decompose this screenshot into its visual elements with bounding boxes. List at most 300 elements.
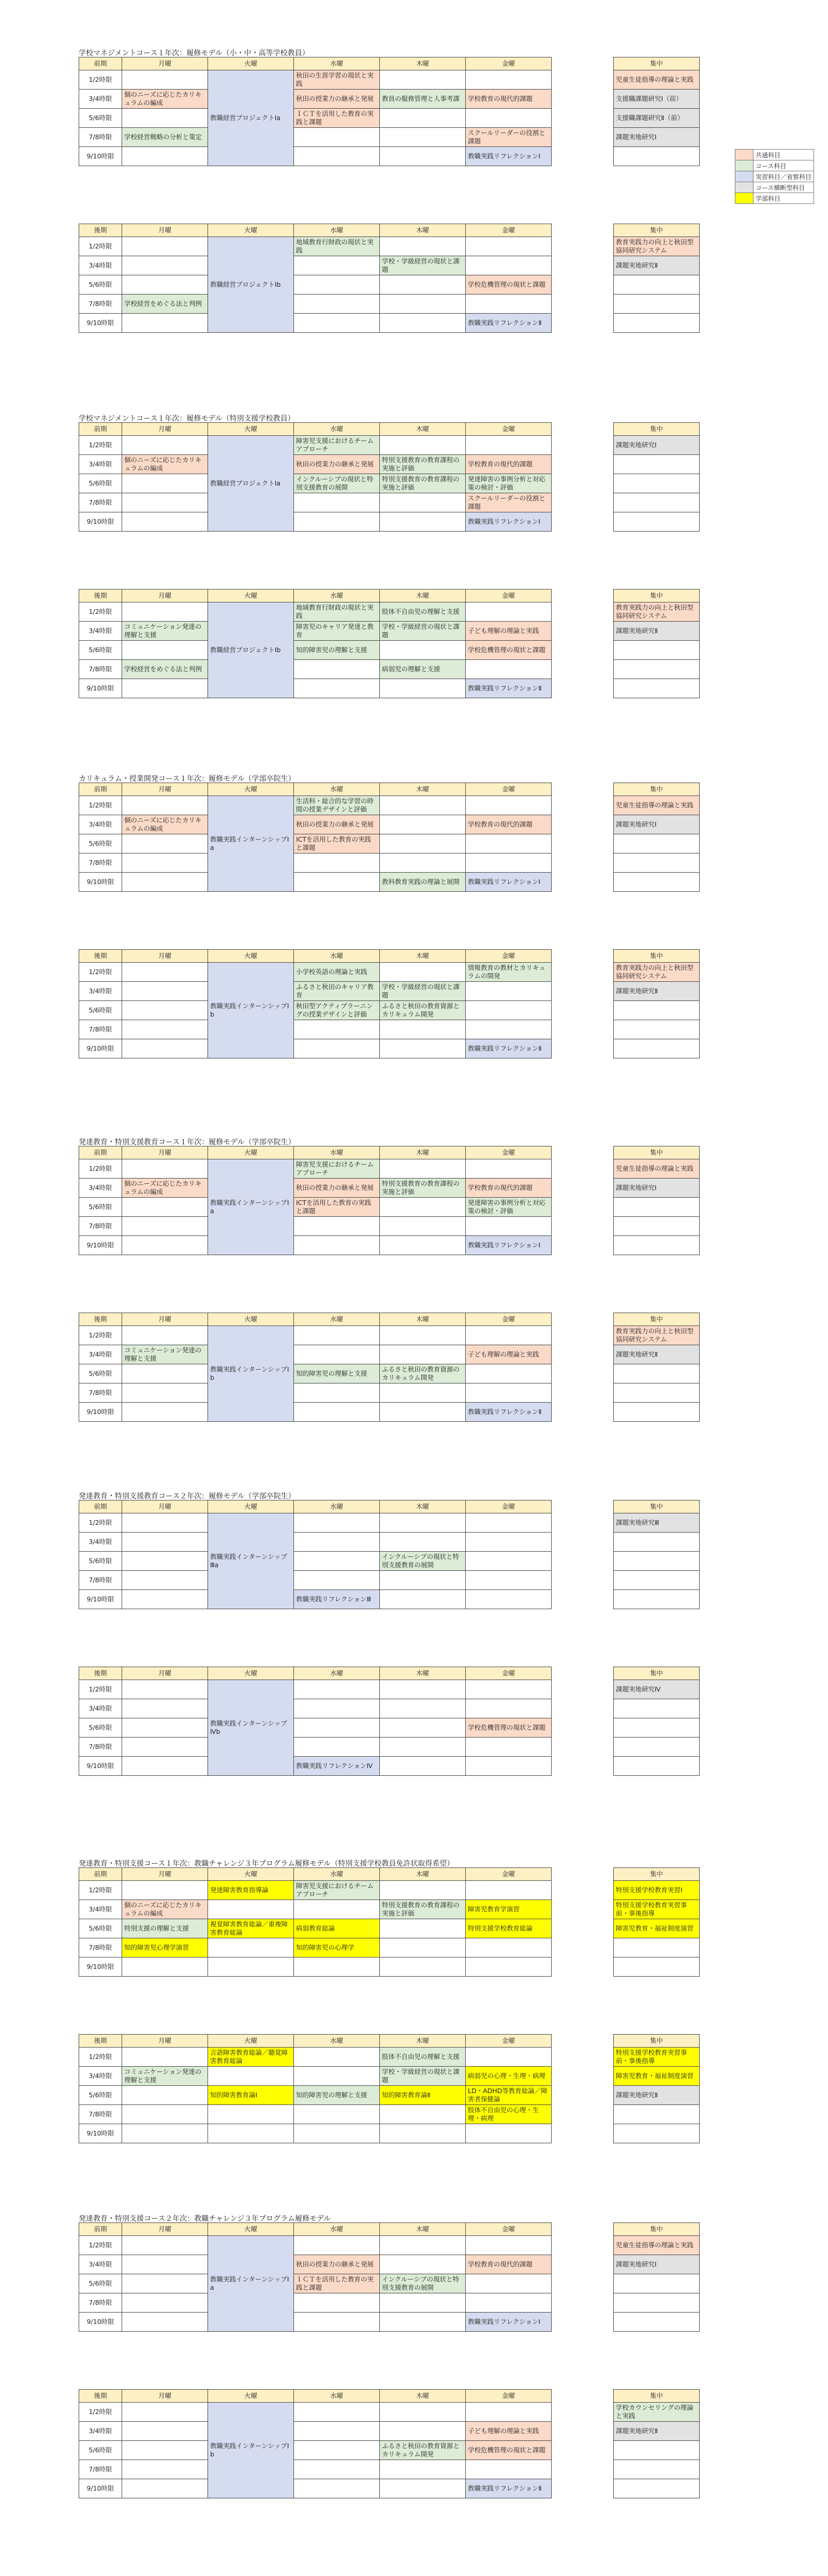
empty-cell: [294, 493, 380, 512]
course-cell: 秋田の授業力の継承と発展: [294, 455, 380, 474]
period-label: 1/2時限: [79, 2048, 122, 2067]
empty-cell: [294, 256, 380, 275]
day-header: 月曜: [122, 423, 208, 436]
empty-cell: [380, 834, 466, 853]
empty-cell: [466, 2048, 552, 2067]
empty-cell: [380, 128, 466, 147]
term-header: 前期: [79, 57, 122, 70]
empty-cell: [294, 1383, 380, 1403]
empty-cell: [294, 1345, 380, 1364]
empty-cell: [466, 1001, 552, 1020]
period-row: [79, 295, 700, 314]
column-gap: [552, 783, 614, 796]
period-row: [79, 1718, 700, 1738]
day-header: 月曜: [122, 1500, 208, 1513]
period-row: [79, 512, 700, 532]
course-cell: 知的障害児の理解と支援: [294, 1364, 380, 1383]
period-label: 7/8時限: [79, 660, 122, 679]
legend-label: コース科目: [753, 160, 814, 171]
period-row: [79, 2460, 700, 2479]
day-header: 水曜: [294, 224, 380, 237]
period-label: 3/4時限: [79, 2067, 122, 2086]
empty-cell: [294, 2124, 380, 2143]
empty-cell: [466, 796, 552, 815]
column-gap: [552, 660, 614, 679]
empty-cell: [614, 1533, 700, 1552]
legend-row: [735, 193, 814, 204]
course-cell: LD・ADHD等教育総論／障害者保健論: [466, 2086, 552, 2105]
empty-cell: [294, 2460, 380, 2479]
course-cell: 教職実践インターンシップⅣb: [208, 1680, 294, 1776]
column-gap: [552, 436, 614, 455]
period-row: [79, 2067, 700, 2086]
column-gap: [552, 1881, 614, 1900]
day-header: 月曜: [122, 1868, 208, 1881]
empty-cell: [294, 275, 380, 295]
second-term-timetable: [79, 224, 700, 333]
second-term-timetable: [79, 2034, 700, 2143]
empty-cell: [122, 512, 208, 532]
legend-row: [735, 171, 814, 182]
period-row: [79, 2293, 700, 2313]
day-header: 金曜: [466, 2390, 552, 2403]
term-header: 前期: [79, 423, 122, 436]
course-cell: 課題実地研究Ⅰ: [614, 128, 700, 147]
course-cell: 特別支援学校教育実習Ⅰ: [614, 1881, 700, 1900]
empty-cell: [294, 1552, 380, 1571]
course-cell: 教職実践インターンシップⅠa: [208, 1159, 294, 1255]
empty-cell: [466, 70, 552, 90]
period-label: 5/6時限: [79, 834, 122, 853]
day-header: 集中: [614, 1313, 700, 1326]
column-gap: [552, 1364, 614, 1383]
period-row: [79, 1217, 700, 1236]
term-header: 前期: [79, 1500, 122, 1513]
column-gap: [552, 128, 614, 147]
course-cell: 教職実践リフレクションⅢ: [294, 1590, 380, 1609]
empty-cell: [380, 679, 466, 698]
empty-cell: [294, 1957, 380, 1977]
column-gap: [552, 1217, 614, 1236]
empty-cell: [122, 2479, 208, 2498]
day-header: 月曜: [122, 2223, 208, 2236]
term-header: 前期: [79, 2223, 122, 2236]
column-gap: [552, 1757, 614, 1776]
course-cell: 課題実地研究Ⅰ: [614, 436, 700, 455]
empty-cell: [380, 1590, 466, 1609]
empty-cell: [466, 1513, 552, 1533]
day-header: 月曜: [122, 2390, 208, 2403]
period-row: [79, 493, 700, 512]
course-cell: 教職実践リフレクションⅣ: [294, 1757, 380, 1776]
course-cell: 個のニーズに応じたカリキュラムの編成: [122, 455, 208, 474]
empty-cell: [294, 2422, 380, 2441]
period-label: 7/8時限: [79, 1738, 122, 1757]
empty-cell: [380, 1513, 466, 1533]
column-gap: [552, 1590, 614, 1609]
period-row: [79, 90, 700, 109]
empty-cell: [122, 2124, 208, 2143]
column-gap: [552, 873, 614, 892]
period-label: 9/10時限: [79, 512, 122, 532]
empty-cell: [614, 1757, 700, 1776]
course-cell: 教職経営プロジェクトⅠa: [208, 436, 294, 532]
column-gap: [552, 1146, 614, 1159]
period-label: 1/2時限: [79, 237, 122, 256]
empty-cell: [122, 1957, 208, 1977]
day-header: 木曜: [380, 1313, 466, 1326]
course-cell: 教職実践リフレクションⅠ: [466, 873, 552, 892]
period-label: 5/6時限: [79, 2274, 122, 2293]
period-row: [79, 455, 700, 474]
day-header: 火曜: [208, 950, 294, 963]
day-header: 木曜: [380, 783, 466, 796]
column-gap: [552, 2086, 614, 2105]
period-label: 1/2時限: [79, 1881, 122, 1900]
course-cell: 障害児教育学演習: [466, 1900, 552, 1919]
term-header: 後期: [79, 224, 122, 237]
empty-cell: [294, 314, 380, 333]
course-cell: 学校教育の現代的課題: [466, 815, 552, 834]
empty-cell: [614, 1938, 700, 1957]
empty-cell: [466, 1020, 552, 1039]
course-cell: ICTを活用した教育の実践と課題: [294, 1198, 380, 1217]
course-cell: インクルーシブの現状と特別支援教育の展開: [380, 2274, 466, 2293]
course-cell: 病弱児の理解と支援: [380, 660, 466, 679]
empty-cell: [122, 853, 208, 873]
course-cell: 支援職課題研究Ⅱ（前）: [614, 109, 700, 128]
term-header: 前期: [79, 1146, 122, 1159]
empty-cell: [122, 2086, 208, 2105]
period-row: [79, 2048, 700, 2067]
column-gap: [552, 963, 614, 982]
period-label: 1/2時限: [79, 436, 122, 455]
empty-cell: [122, 2422, 208, 2441]
day-header: 木曜: [380, 1868, 466, 1881]
column-gap: [552, 2422, 614, 2441]
period-row: [79, 1957, 700, 1977]
course-cell: ＩＣＴを活用した教育の実践と課題: [294, 2274, 380, 2293]
column-gap: [552, 70, 614, 90]
empty-cell: [614, 1590, 700, 1609]
period-row: [79, 474, 700, 493]
course-cell: 児童生徒指導の理論と実践: [614, 2236, 700, 2255]
empty-cell: [122, 963, 208, 982]
column-gap: [552, 493, 614, 512]
course-cell: 支援職課題研究Ⅰ（前）: [614, 90, 700, 109]
course-cell: 学校教育の現代的課題: [466, 455, 552, 474]
day-header: 金曜: [466, 1868, 552, 1881]
column-gap: [552, 512, 614, 532]
course-cell: 学校・学級経営の現状と課題: [380, 622, 466, 641]
empty-cell: [614, 2460, 700, 2479]
period-label: 3/4時限: [79, 1699, 122, 1718]
period-label: 7/8時限: [79, 1383, 122, 1403]
course-cell: 教職実践リフレクションⅡ: [466, 1039, 552, 1058]
empty-cell: [122, 1533, 208, 1552]
day-header: 火曜: [208, 57, 294, 70]
column-gap: [552, 1571, 614, 1590]
period-row: [79, 1590, 700, 1609]
term-header: 後期: [79, 1667, 122, 1680]
day-header: 火曜: [208, 1313, 294, 1326]
empty-cell: [614, 493, 700, 512]
empty-cell: [122, 147, 208, 166]
period-label: 5/6時限: [79, 275, 122, 295]
course-cell: 課題実地研究Ⅰ: [614, 2255, 700, 2274]
empty-cell: [614, 295, 700, 314]
course-cell: 児童生徒指導の理論と実践: [614, 70, 700, 90]
day-header: 水曜: [294, 2035, 380, 2048]
period-row: [79, 275, 700, 295]
course-cell: 個のニーズに応じたカリキュラムの編成: [122, 90, 208, 109]
term-header: 前期: [79, 783, 122, 796]
period-row: [79, 1680, 700, 1699]
second-term-timetable: [79, 949, 700, 1058]
course-cell: 障害児教育・福祉制度演習: [614, 1919, 700, 1938]
column-gap: [552, 1500, 614, 1513]
course-cell: 教職経営プロジェクトⅠb: [208, 602, 294, 698]
empty-cell: [294, 1039, 380, 1058]
period-row: [79, 1383, 700, 1403]
column-gap: [552, 815, 614, 834]
course-cell: 小学校英語の理論と実践: [294, 963, 380, 982]
empty-cell: [614, 1403, 700, 1422]
course-cell: 地域教育行財政の現状と実践: [294, 237, 380, 256]
empty-cell: [380, 275, 466, 295]
course-cell: 教育実践力の向上と秋田型協同研究システム: [614, 602, 700, 622]
empty-cell: [466, 295, 552, 314]
empty-cell: [466, 1957, 552, 1977]
column-gap: [552, 641, 614, 660]
empty-cell: [294, 873, 380, 892]
day-header: 月曜: [122, 783, 208, 796]
day-header: 集中: [614, 2035, 700, 2048]
empty-cell: [614, 641, 700, 660]
day-header: 金曜: [466, 2035, 552, 2048]
course-cell: 学校教育の現代的課題: [466, 1179, 552, 1198]
empty-cell: [294, 1403, 380, 1422]
course-cell: 課題実地研究Ⅰ: [614, 815, 700, 834]
course-cell: 課題実地研究Ⅱ: [614, 2422, 700, 2441]
empty-cell: [380, 2255, 466, 2274]
day-header: 火曜: [208, 1868, 294, 1881]
period-row: [79, 853, 700, 873]
day-header: 集中: [614, 1146, 700, 1159]
period-row: [79, 834, 700, 853]
empty-cell: [294, 1020, 380, 1039]
course-cell: 知的障害教育論Ⅰ: [208, 2086, 294, 2105]
empty-cell: [294, 2441, 380, 2460]
period-label: 9/10時限: [79, 1757, 122, 1776]
empty-cell: [380, 2105, 466, 2124]
column-gap: [552, 1938, 614, 1957]
column-gap: [552, 2223, 614, 2236]
period-row: [79, 2422, 700, 2441]
period-label: 3/4時限: [79, 1345, 122, 1364]
course-cell: 課題実地研究Ⅳ: [614, 1680, 700, 1699]
course-cell: 学校経営戦略の分析と策定: [122, 128, 208, 147]
period-row: [79, 982, 700, 1001]
period-label: 1/2時限: [79, 1513, 122, 1533]
day-header: 火曜: [208, 783, 294, 796]
period-row: [79, 641, 700, 660]
period-row: [79, 1020, 700, 1039]
column-gap: [552, 57, 614, 70]
column-gap: [552, 622, 614, 641]
empty-cell: [122, 602, 208, 622]
day-header: 月曜: [122, 1313, 208, 1326]
column-gap: [552, 1900, 614, 1919]
period-row: [79, 1938, 700, 1957]
empty-cell: [122, 1699, 208, 1718]
period-label: 3/4時限: [79, 1179, 122, 1198]
day-header: 集中: [614, 2390, 700, 2403]
legend-row: [735, 150, 814, 160]
day-header: 木曜: [380, 2035, 466, 2048]
day-header: 金曜: [466, 57, 552, 70]
first-term-timetable: [79, 57, 700, 166]
period-label: 3/4時限: [79, 1533, 122, 1552]
course-cell: 課題実地研究Ⅰ: [614, 1179, 700, 1198]
day-header: 木曜: [380, 950, 466, 963]
empty-cell: [294, 2105, 380, 2124]
period-label: 3/4時限: [79, 256, 122, 275]
empty-cell: [380, 2422, 466, 2441]
column-gap: [552, 275, 614, 295]
period-label: 3/4時限: [79, 90, 122, 109]
second-term-timetable: [79, 589, 700, 698]
day-header: 金曜: [466, 423, 552, 436]
first-term-timetable: [79, 422, 700, 532]
empty-cell: [466, 834, 552, 853]
course-cell: 個のニーズに応じたカリキュラムの編成: [122, 1900, 208, 1919]
period-label: 3/4時限: [79, 2255, 122, 2274]
course-cell: 秋田の授業力の継承と発展: [294, 815, 380, 834]
empty-cell: [614, 1001, 700, 1020]
period-row: [79, 2124, 700, 2143]
period-row: [79, 679, 700, 698]
empty-cell: [380, 147, 466, 166]
empty-cell: [294, 853, 380, 873]
course-cell: 学校・学級経営の現状と課題: [380, 256, 466, 275]
empty-cell: [294, 1699, 380, 1718]
column-gap: [552, 256, 614, 275]
column-gap: [552, 1313, 614, 1326]
column-gap: [552, 1718, 614, 1738]
empty-cell: [122, 679, 208, 698]
course-cell: 発達障害の事例分析と対応策の検討・評価: [466, 474, 552, 493]
empty-cell: [380, 1757, 466, 1776]
period-label: 7/8時限: [79, 2105, 122, 2124]
empty-cell: [466, 853, 552, 873]
period-row: [79, 1699, 700, 1718]
empty-cell: [466, 1571, 552, 1590]
day-header: 火曜: [208, 590, 294, 602]
empty-cell: [466, 1326, 552, 1345]
period-row: [79, 1919, 700, 1938]
course-cell: 教育実践力の向上と秋田型協同研究システム: [614, 963, 700, 982]
course-cell: 課題実地研究Ⅲ: [614, 1513, 700, 1533]
period-label: 9/10時限: [79, 1039, 122, 1058]
empty-cell: [614, 1020, 700, 1039]
period-label: 5/6時限: [79, 1364, 122, 1383]
period-row: [79, 1001, 700, 1020]
empty-cell: [466, 1757, 552, 1776]
period-row: [79, 1326, 700, 1345]
empty-cell: [380, 1039, 466, 1058]
empty-cell: [466, 237, 552, 256]
course-cell: 教科教育実践の理論と展開: [380, 873, 466, 892]
period-row: [79, 1757, 700, 1776]
empty-cell: [380, 1326, 466, 1345]
column-gap: [552, 1513, 614, 1533]
day-header: 金曜: [466, 950, 552, 963]
period-label: 5/6時限: [79, 2441, 122, 2460]
day-header: 月曜: [122, 1146, 208, 1159]
empty-cell: [380, 1881, 466, 1900]
empty-cell: [294, 1680, 380, 1699]
column-gap: [552, 237, 614, 256]
first-term-timetable: [79, 1146, 700, 1255]
empty-cell: [294, 2313, 380, 2332]
empty-cell: [208, 2124, 294, 2143]
period-row: [79, 1039, 700, 1058]
empty-cell: [294, 2403, 380, 2422]
period-row: [79, 873, 700, 892]
course-cell: ふるさと秋田の教育資源とカリキュラム開発: [380, 1001, 466, 1020]
empty-cell: [380, 2403, 466, 2422]
empty-cell: [614, 1571, 700, 1590]
empty-cell: [122, 2236, 208, 2255]
course-cell: 秋田の授業力の継承と発展: [294, 90, 380, 109]
empty-cell: [614, 2479, 700, 2498]
period-row: [79, 314, 700, 333]
empty-cell: [466, 1383, 552, 1403]
empty-cell: [380, 1571, 466, 1590]
empty-cell: [380, 2460, 466, 2479]
column-gap: [552, 1345, 614, 1364]
period-label: 1/2時限: [79, 963, 122, 982]
second-term-timetable: [79, 1313, 700, 1422]
course-cell: 教職実践リフレクションⅠ: [466, 147, 552, 166]
day-header: 集中: [614, 2223, 700, 2236]
empty-cell: [380, 2124, 466, 2143]
empty-cell: [380, 1919, 466, 1938]
empty-cell: [380, 70, 466, 90]
empty-cell: [380, 2236, 466, 2255]
day-header: 水曜: [294, 1868, 380, 1881]
empty-cell: [294, 295, 380, 314]
legend-swatch: [735, 182, 753, 193]
day-header: 金曜: [466, 783, 552, 796]
period-label: 1/2時限: [79, 1159, 122, 1179]
empty-cell: [380, 1738, 466, 1757]
course-cell: ICTを活用した教育の実践と課題: [294, 834, 380, 853]
course-cell: インクルーシブの現状と特別支援教育の展開: [294, 474, 380, 493]
course-cell: 教職経営プロジェクトⅠa: [208, 70, 294, 166]
empty-cell: [122, 1236, 208, 1255]
legend-label: 実習科目／省察科目: [753, 171, 814, 182]
course-cell: ふるさと秋田のキャリア教育: [294, 982, 380, 1001]
empty-cell: [380, 796, 466, 815]
empty-cell: [208, 2067, 294, 2086]
column-gap: [552, 2236, 614, 2255]
period-row: [79, 1345, 700, 1364]
period-label: 1/2時限: [79, 70, 122, 90]
column-gap: [552, 295, 614, 314]
day-header: 木曜: [380, 2390, 466, 2403]
